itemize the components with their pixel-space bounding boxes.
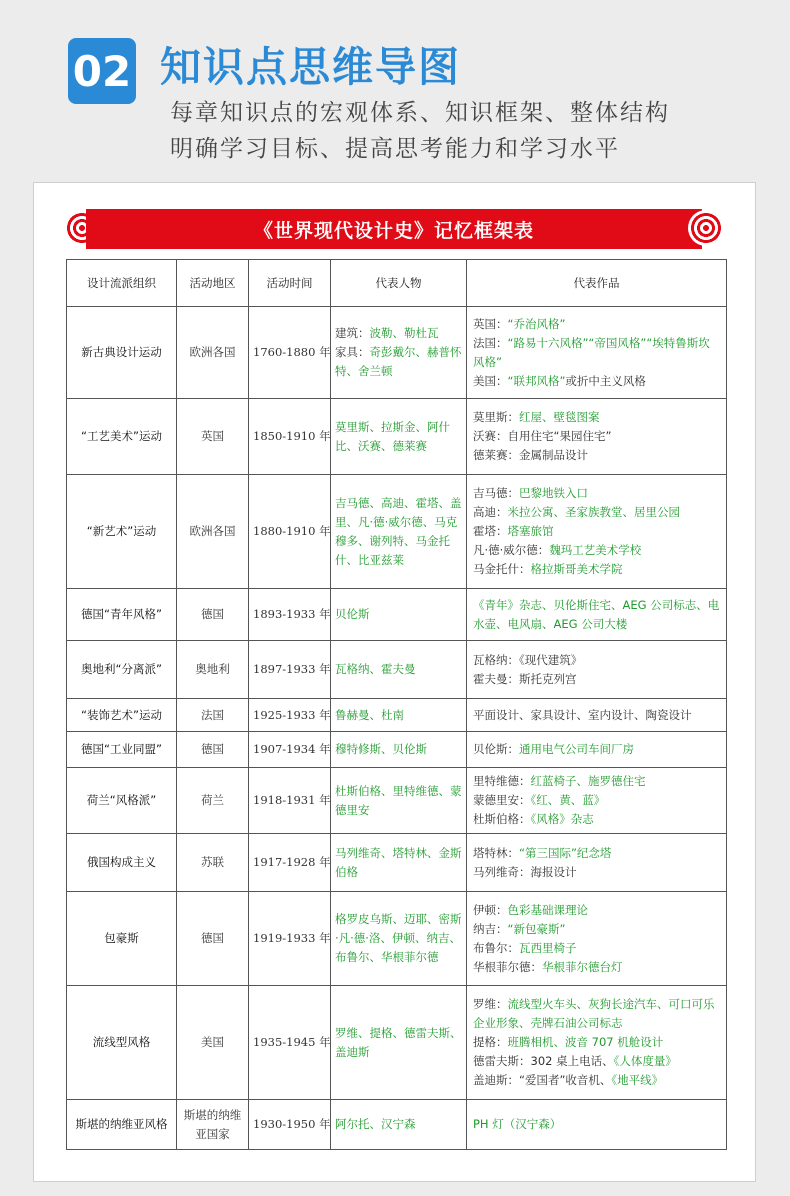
work-line (473, 740, 720, 759)
work-description: 302 桌上电话、 (530, 1054, 614, 1068)
movement-name-cell: “新艺术”运动 (67, 475, 177, 589)
work-person-label: 盖迪斯： (473, 1073, 519, 1087)
header-cell: 代表作品 (467, 260, 727, 307)
work-line (473, 1071, 720, 1090)
work-title: 《风格》杂志 (530, 812, 594, 826)
work-person-label: 马列维奇： (473, 864, 531, 879)
region-cell: 斯堪的纳维亚国家 (177, 1100, 249, 1150)
representative-names: 贝伦斯 (335, 607, 370, 621)
representatives-cell (331, 1100, 467, 1150)
header-cell: 活动地区 (177, 260, 249, 307)
work-title: “路易十六风格”“帝国风格”“埃特鲁斯坎风格” (473, 335, 710, 369)
work-person-label: 沃赛： (473, 429, 508, 443)
work-line (473, 920, 720, 939)
header-cell: 设计流派组织 (67, 260, 177, 307)
work-person-label: 里特维德： (473, 774, 531, 788)
work-line (473, 810, 720, 829)
period-cell: 1893-1933 年 (249, 589, 331, 641)
work-line (473, 446, 720, 465)
period-cell: 1919-1933 年 (249, 892, 331, 986)
works-cell (467, 986, 727, 1100)
movement-name-cell: “装饰艺术”运动 (67, 699, 177, 732)
works-cell (467, 834, 727, 892)
table-row (67, 399, 727, 475)
period-cell: 1918-1931 年 (249, 768, 331, 834)
section-subtitle-1: 每章知识点的宏观体系、知识框架、整体结构 (170, 100, 670, 126)
work-line (473, 522, 720, 541)
work-person-label: 塔特林： (473, 845, 519, 860)
work-title: 流线型火车头、灰狗长途汽车、可口可乐企业形象、壳牌石油公司标志 (473, 997, 715, 1030)
work-title: 塔塞旅馆 (507, 524, 554, 538)
representatives-cell (331, 732, 467, 768)
header-cell: 活动时间 (249, 260, 331, 307)
work-description: 金属制品设计 (519, 448, 588, 462)
section-title: 知识点思维导图 (160, 43, 461, 91)
table-banner (70, 209, 718, 249)
work-title: 格拉斯哥美术学院 (530, 562, 623, 576)
table-row (67, 986, 727, 1100)
works-cell (467, 589, 727, 641)
representative-line (335, 324, 462, 343)
representatives-cell (331, 986, 467, 1100)
representative-line (335, 418, 462, 456)
representative-line (335, 605, 462, 624)
work-person-label: 法国： (473, 335, 508, 350)
section-subtitle-2: 明确学习目标、提高思考能力和学习水平 (170, 136, 620, 162)
movement-name-cell: 包豪斯 (67, 892, 177, 986)
representative-line (335, 343, 462, 381)
representative-category-label: 家具： (335, 345, 370, 359)
region-cell: 欧洲各国 (177, 307, 249, 399)
work-line (473, 863, 720, 882)
work-line (473, 939, 720, 958)
movement-name-cell: 德国“青年风格” (67, 589, 177, 641)
work-person-label: 霍夫曼： (473, 671, 519, 686)
works-cell (467, 475, 727, 589)
work-title: PH 灯（汉宁森） (473, 1117, 562, 1131)
representatives-cell (331, 641, 467, 699)
work-person-label: 德雷夫斯： (473, 1054, 531, 1068)
representatives-cell (331, 892, 467, 986)
works-cell (467, 307, 727, 399)
representative-names: 阿尔托、汉宁森 (335, 1117, 416, 1131)
movement-name-cell: 流线型风格 (67, 986, 177, 1100)
works-cell (467, 732, 727, 768)
work-person-label: 莫里斯： (473, 410, 519, 424)
movement-name-cell: 斯堪的纳维亚风格 (67, 1100, 177, 1150)
work-person-label: 布鲁尔： (473, 940, 519, 955)
representative-line (335, 706, 462, 725)
period-cell: 1925-1933 年 (249, 699, 331, 732)
table-row (67, 834, 727, 892)
representative-line (335, 1024, 462, 1062)
works-cell (467, 399, 727, 475)
region-cell: 美国 (177, 986, 249, 1100)
representative-line (335, 660, 462, 679)
section-number-badge: 02 (68, 38, 136, 104)
table-row (67, 641, 727, 699)
work-line (473, 791, 720, 810)
work-description: 自用住宅“果园住宅” (507, 429, 612, 443)
work-line (473, 596, 720, 634)
representative-names: 马列维奇、塔特林、金斯伯格 (335, 845, 462, 879)
work-person-label: 提格： (473, 1035, 508, 1049)
work-line (473, 1115, 720, 1134)
representatives-cell (331, 399, 467, 475)
representative-names: 瓦格纳、霍夫曼 (335, 662, 416, 676)
work-line (473, 1033, 720, 1052)
work-person-label: 杜斯伯格： (473, 812, 531, 826)
period-cell: 1930-1950 年 (249, 1100, 331, 1150)
work-person-label: 美国： (473, 373, 508, 388)
work-description: 斯托克列宫 (519, 671, 577, 686)
table-row (67, 892, 727, 986)
region-cell: 荷兰 (177, 768, 249, 834)
representative-names: 波勒、勒杜瓦 (369, 326, 439, 340)
representative-line (335, 740, 462, 759)
work-person-label: 德莱赛： (473, 448, 519, 462)
representatives-cell (331, 589, 467, 641)
section-header (0, 0, 790, 180)
work-title: 《红、黄、蓝》 (530, 793, 606, 807)
work-title: 通用电气公司车间厂房 (519, 742, 634, 756)
table-row (67, 732, 727, 768)
work-person-label: 马金托什： (473, 562, 531, 576)
movement-name-cell: 新古典设计运动 (67, 307, 177, 399)
work-person-label: 吉马德： (473, 486, 519, 500)
work-line (473, 560, 720, 579)
movement-name-cell: 俄国构成主义 (67, 834, 177, 892)
table-header-row (67, 260, 727, 307)
representative-names: 莫里斯、拉斯金、阿什比、沃赛、德莱赛 (335, 419, 450, 453)
work-line (473, 334, 720, 372)
period-cell: 1935-1945 年 (249, 986, 331, 1100)
table-row (67, 475, 727, 589)
work-title: 魏玛工艺美术学校 (549, 543, 642, 557)
work-person-label: 罗维： (473, 997, 508, 1011)
design-history-table (66, 259, 727, 1150)
table-row (67, 699, 727, 732)
work-title: 《地平线》 (611, 1073, 664, 1087)
work-line (473, 651, 720, 670)
work-title: 瓦西里椅子 (519, 940, 577, 955)
work-title: “联邦风格” (507, 373, 566, 388)
banner-title: 《世界现代设计史》记忆框架表 (86, 209, 702, 249)
movement-name-cell: 德国“工业同盟” (67, 732, 177, 768)
work-person-label: 英国： (473, 316, 508, 331)
works-cell (467, 768, 727, 834)
work-line (473, 901, 720, 920)
work-line (473, 427, 720, 446)
swirl-decoration-icon (688, 210, 724, 246)
representative-line (335, 844, 462, 882)
work-person-label: 高迪： (473, 505, 508, 519)
work-line (473, 995, 720, 1033)
work-person-label: 瓦格纳： (473, 652, 519, 667)
representative-names: 奇彭戴尔、赫普怀特、舍兰顿 (335, 345, 462, 378)
work-person-label: 蒙德里安： (473, 793, 531, 807)
work-title: 华根菲尔德台灯 (542, 959, 623, 974)
work-title: 班腾相机、波音 707 机舱设计 (507, 1035, 664, 1049)
work-description: 或折中主义风格 (565, 373, 646, 388)
work-person-label: 贝伦斯： (473, 742, 519, 756)
work-title: 巴黎地铁入口 (519, 486, 588, 500)
work-description: 《现代建筑》 (519, 652, 583, 667)
work-line (473, 706, 720, 725)
work-person-label: 华根菲尔德： (473, 959, 542, 974)
region-cell: 英国 (177, 399, 249, 475)
region-cell: 苏联 (177, 834, 249, 892)
work-description: 平面设计、家具设计、室内设计、陶瓷设计 (473, 707, 692, 722)
representatives-cell (331, 699, 467, 732)
period-cell: 1907-1934 年 (249, 732, 331, 768)
representatives-cell (331, 768, 467, 834)
representative-names: 穆特修斯、贝伦斯 (335, 742, 427, 756)
work-title: 红屋、壁毯图案 (519, 410, 600, 424)
work-line (473, 408, 720, 427)
works-cell (467, 892, 727, 986)
period-cell: 1917-1928 年 (249, 834, 331, 892)
works-cell (467, 641, 727, 699)
period-cell: 1897-1933 年 (249, 641, 331, 699)
work-line (473, 958, 720, 977)
work-title: 米拉公寓、圣家族教堂、居里公园 (507, 505, 680, 519)
representatives-cell (331, 475, 467, 589)
movement-name-cell: 奥地利“分离派” (67, 641, 177, 699)
region-cell: 奥地利 (177, 641, 249, 699)
work-line (473, 541, 720, 560)
representative-line (335, 494, 462, 570)
work-line (473, 503, 720, 522)
representative-names: 杜斯伯格、里特维德、蒙德里安 (335, 783, 462, 817)
representative-category-label: 建筑： (335, 326, 370, 340)
work-title: “第三国际”纪念塔 (519, 845, 612, 860)
movement-name-cell: 荷兰“风格派” (67, 768, 177, 834)
representative-names: 吉马德、高迪、霍塔、盖里、凡·德·威尔德、马克穆多、谢列特、马金托什、比亚兹莱 (335, 495, 462, 567)
memory-table-card (33, 182, 756, 1182)
work-person-label: 纳吉： (473, 921, 508, 936)
region-cell: 德国 (177, 892, 249, 986)
table-row (67, 768, 727, 834)
representatives-cell (331, 834, 467, 892)
work-line (473, 484, 720, 503)
work-line (473, 844, 720, 863)
work-title: 《人体度量》 (613, 1054, 677, 1068)
work-description: “爱国者”收音机、 (519, 1073, 612, 1087)
region-cell: 法国 (177, 699, 249, 732)
table-row (67, 589, 727, 641)
movement-name-cell: “工艺美术”运动 (67, 399, 177, 475)
work-title: “乔治风格” (507, 316, 566, 331)
region-cell: 欧洲各国 (177, 475, 249, 589)
work-line (473, 772, 720, 791)
work-person-label: 霍塔： (473, 524, 508, 538)
representative-names: 格罗皮乌斯、迈耶、密斯·凡·德·洛、伊顿、纳吉、布鲁尔、华根菲尔德 (335, 912, 462, 964)
work-title: “新包豪斯” (507, 921, 566, 936)
work-title: 《青年》杂志、贝伦斯住宅、AEG 公司标志、电水壶、电风扇、AEG 公司大楼 (473, 597, 720, 631)
work-person-label: 伊顿： (473, 902, 508, 917)
table-row (67, 307, 727, 399)
header-cell: 代表人物 (331, 260, 467, 307)
work-line (473, 1052, 720, 1071)
period-cell: 1880-1910 年 (249, 475, 331, 589)
work-title: 色彩基础课理论 (507, 902, 588, 917)
period-cell: 1760-1880 年 (249, 307, 331, 399)
representative-line (335, 910, 462, 967)
works-cell (467, 699, 727, 732)
region-cell: 德国 (177, 732, 249, 768)
representative-line (335, 1115, 462, 1134)
work-line (473, 315, 720, 334)
region-cell: 德国 (177, 589, 249, 641)
representatives-cell (331, 307, 467, 399)
work-line (473, 670, 720, 689)
works-cell (467, 1100, 727, 1150)
table-row (67, 1100, 727, 1150)
work-description: 海报设计 (530, 864, 577, 879)
work-title: 红蓝椅子、施罗德住宅 (530, 774, 646, 788)
representative-names: 罗维、提格、德雷夫斯、盖迪斯 (335, 1025, 462, 1059)
representative-line (335, 782, 462, 820)
period-cell: 1850-1910 年 (249, 399, 331, 475)
work-line (473, 372, 720, 391)
work-person-label: 凡·德·威尔德： (473, 543, 550, 557)
representative-names: 鲁赫曼、杜南 (335, 707, 404, 722)
